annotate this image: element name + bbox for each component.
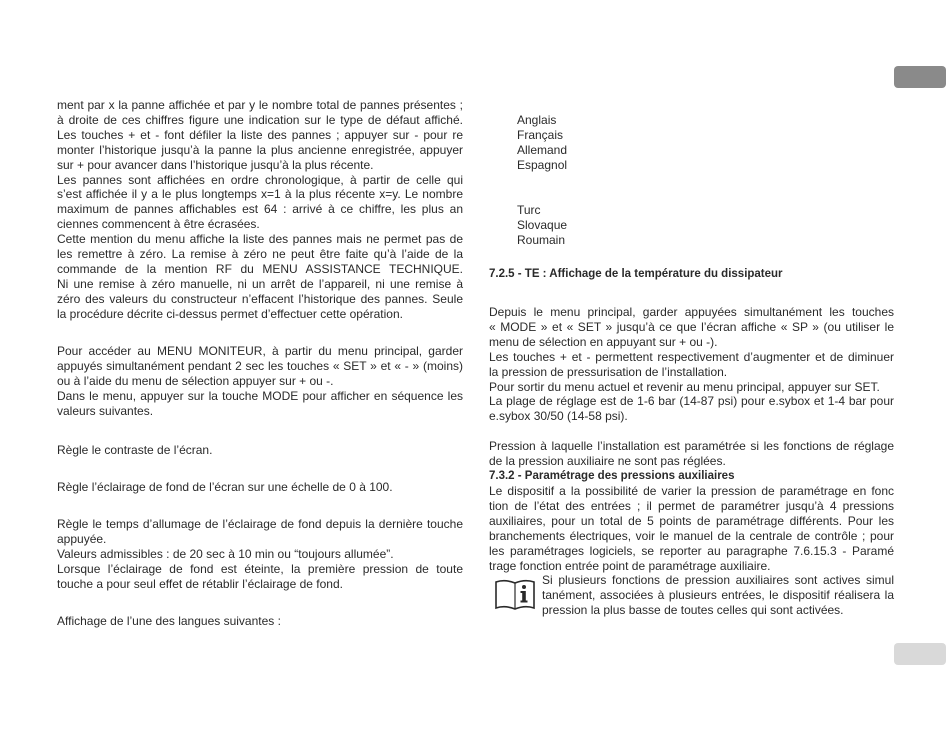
aux-pressure-note	[489, 439, 894, 469]
language-item: Slovaque	[517, 217, 568, 232]
text-line: appuyée.	[57, 531, 107, 546]
text-line: Dans le menu, appuyer sur la touche MODE pour afficher en séquence les	[57, 388, 463, 403]
text-line: auxiliaires, pour un total de 5 points de paramétrage différents. Pour les	[489, 513, 894, 528]
text-line: de la pression auxiliaire ne sont pas réglées.	[489, 453, 726, 468]
text-line: menu de sélection en appuyant sur + ou -).	[489, 334, 718, 349]
language-list	[517, 113, 567, 173]
text-line: Pour accéder au MENU MONITEUR, à partir du menu principal, garder	[57, 344, 463, 358]
text-line: « MODE » et « SET » jusqu’à ce que l’écran affiche « SP » (ou utiliser le	[489, 319, 894, 334]
text-line: Pression à laquelle l’installation est paramétrée si les fonctions de réglage	[489, 439, 894, 453]
text-line: trage fonction entrée point de paramétrage auxiliaire.	[489, 558, 771, 573]
contrast-description: Règle le contraste de l’écran.	[57, 443, 213, 457]
language-item: Turc	[517, 203, 541, 217]
language-list	[517, 203, 567, 248]
language-item: Français	[517, 127, 564, 142]
language-item: Espagnol	[517, 157, 568, 172]
language-item: Anglais	[517, 113, 557, 127]
language-item: Allemand	[517, 142, 568, 157]
text-line: Depuis le menu principal, garder appuyées simultanément les touches	[489, 305, 894, 319]
backlight-description: Règle l’éclairage de fond de l’écran sur une échelle de 0 à 100.	[57, 480, 393, 494]
text-line: pression la plus basse de toutes celles qui sont activées.	[542, 602, 844, 617]
text-line: Règle le temps d’allumage de l’éclairage de fond depuis la dernière touche	[57, 517, 463, 531]
text-line: sur + pour avancer dans l’historique jusqu’à la plus récente.	[57, 157, 374, 172]
aux-pressure-description	[489, 484, 894, 573]
text-line: les remettre à zéro. La remise à zéro ne peut être faite qu’à l’aide de la	[57, 247, 463, 262]
info-book-icon	[494, 577, 536, 611]
text-line: les paramétrages logiciels, se reporter au paragraphe 7.6.15.3 - Paramé	[489, 543, 894, 558]
text-line: ment par x la panne affichée et par y le nombre total de pannes présentes ;	[57, 98, 463, 112]
text-line: commande de la mention RF du MENU ASSISTANCE TECHNIQUE.	[57, 261, 463, 276]
aux-heading: 7.3.2 - Paramétrage des pressions auxiliaires	[489, 470, 735, 482]
text-line: maximum de pannes affichables est 64 : arrivé à ce chiffre, les plus an	[57, 202, 463, 217]
text-line: Les touches + et - permettent respectivement d’augmenter et de diminuer	[489, 349, 894, 364]
text-line: tanément, associées à plusieurs entrées, le dispositif réalisera la	[542, 587, 894, 602]
backlight-time-description	[57, 517, 463, 592]
text-line: la pression de pressurisation de l’installation.	[489, 364, 728, 379]
text-line: e.sybox 30/50 (14-58 psi).	[489, 409, 628, 424]
text-line: ciennes commencent à être écrasées.	[57, 217, 260, 232]
text-line: monter l’historique jusqu’à la panne la plus ancienne enregistrée, appuyer	[57, 142, 463, 157]
text-line: Pour sortir du menu actuel et revenir au menu principal, appuyer sur SET.	[489, 379, 880, 394]
text-line: à droite de ces chiffres figure une indication sur le type de défaut affiché.	[57, 112, 463, 127]
text-line: zéro des valeurs du constructeur n’effacent l’historique des pannes. Seule	[57, 291, 463, 306]
page-tab-bottom	[894, 643, 946, 665]
text-line: branchements électriques, voir le manuel de la centrale de contrôle ; pour	[489, 528, 894, 543]
text-line: Lorsque l’éclairage de fond est éteinte, la première pression de toute	[57, 561, 463, 576]
te-heading: 7.2.5 - TE : Affichage de la température du dissipateur	[489, 268, 783, 280]
text-line: Si plusieurs fonctions de pression auxiliaires sont actives simul	[542, 573, 894, 587]
text-line: la procédure décrite ci-dessus permet d’effectuer cette opération.	[57, 306, 403, 321]
page-tab-top	[894, 66, 946, 88]
text-line: Les pannes sont affichées en ordre chronologique, à partir de celle qui	[57, 172, 463, 187]
text-line: Cette mention du menu affiche la liste des pannes mais ne permet pas de	[57, 232, 463, 247]
setpoint-description	[489, 305, 894, 424]
text-line: Ni une remise à zéro manuelle, ni un arrêt de l’appareil, ni une remise à	[57, 276, 463, 291]
text-line: La plage de réglage est de 1-6 bar (14-87 psi) pour e.sybox et 1-4 bar pour	[489, 394, 894, 409]
text-line: appuyés simultanément pendant 2 sec les touches « SET » et « - » (moins)	[57, 358, 463, 373]
text-line: valeurs suivantes.	[57, 403, 154, 418]
text-line: Valeurs admissibles : de 20 sec à 10 min ou “toujours allumée”.	[57, 546, 394, 561]
language-item: Roumain	[517, 232, 566, 247]
monitor-menu-description	[57, 344, 463, 419]
info-note	[542, 573, 894, 618]
text-line: touche a pour seul effet de rétablir l’éclairage de fond.	[57, 576, 343, 591]
text-line: Le dispositif a la possibilité de varier la pression de paramétrage en fonc	[489, 484, 894, 498]
text-line: tion de l’état des entrées ; il permet de paramétrer jusqu’à 4 pressions	[489, 498, 894, 513]
text-line: s’est affichée il y a le plus longtemps x=1 à la plus récente x=y. Le nombre	[57, 187, 463, 202]
text-line: ou à l’aide du menu de sélection appuyer sur + ou -.	[57, 373, 334, 388]
languages-intro: Affichage de l’une des langues suivantes :	[57, 614, 281, 628]
text-line: Les touches + et - font défiler la liste des pannes ; appuyer sur - pour re	[57, 127, 463, 142]
faults-description	[57, 98, 463, 322]
